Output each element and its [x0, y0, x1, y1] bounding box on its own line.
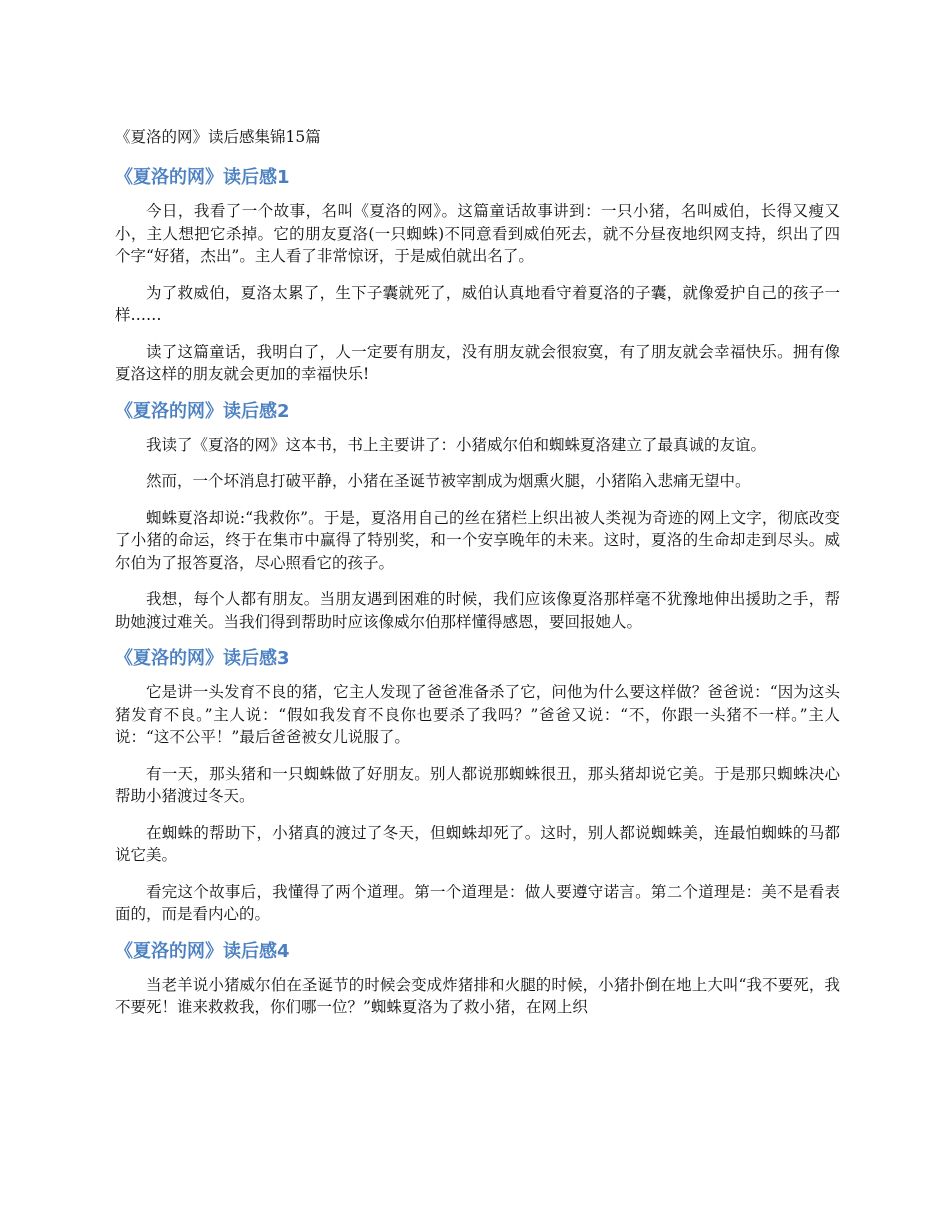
body-paragraph: 然而，一个坏消息打破平静，小猪在圣诞节被宰割成为烟熏火腿，小猪陷入悲痛无望中。	[146, 472, 751, 490]
body-paragraph: 我读了《夏洛的网》这本书，书上主要讲了：小猪威尔伯和蜘蛛夏洛建立了最真诚的友谊。	[146, 435, 767, 454]
document-title: 《夏洛的网》读后感集锦15篇	[115, 128, 321, 146]
body-paragraph: 它是讲一头发育不良的猪，它主人发现了爸爸准备杀了它，问他为什么要这样做？爸爸说：“因为这头猪发育不良。”主人说：“假如我发育不良你也要杀了我吗？”爸爸又说：“不，你跟一头猪不一样。”主人说：“这不公平！”最后爸爸被女儿说服了。	[115, 683, 840, 746]
essay-section	[115, 940, 840, 1019]
section-heading: 《夏洛的网》读后感3	[115, 648, 290, 669]
body-paragraph: 为了救威伯，夏洛太累了，生下子囊就死了，威伯认真地看守着夏洛的子囊，就像爱护自己的孩子一样……	[115, 283, 840, 324]
essay-section	[115, 647, 840, 926]
body-paragraph: 我想，每个人都有朋友。当朋友遇到困难的时候，我们应该像夏洛那样毫不犹豫地伸出援助之手，帮助她渡过难关。当我们得到帮助时应该像威尔伯那样懂得感恩，要回报她人。	[115, 590, 840, 631]
document-body	[115, 166, 840, 1019]
section-heading: 《夏洛的网》读后感4	[115, 940, 290, 962]
document-page	[115, 126, 840, 1033]
body-paragraph: 今日，我看了一个故事，名叫《夏洛的网》。这篇童话故事讲到：一只小猪，名叫威伯，长得又瘦又小，主人想把它杀掉。它的朋友夏洛(一只蜘蛛)不同意看到威伯死去，就不分昼夜地织网支持，织出了四个字“好猪，杰出”。主人看了非常惊讶，于是威伯就出名了。	[115, 202, 840, 265]
body-paragraph: 读了这篇童话，我明白了，人一定要有朋友，没有朋友就会很寂寞，有了朋友就会幸福快乐。拥有像夏洛这样的朋友就会更加的幸福快乐!	[115, 342, 840, 383]
body-paragraph: 看完这个故事后，我懂得了两个道理。第一个道理是：做人要遵守诺言。第二个道理是：美不是看表面的，而是看内心的。	[115, 882, 840, 923]
section-heading: 《夏洛的网》读后感2	[115, 400, 290, 422]
essay-section	[115, 400, 840, 634]
body-paragraph: 在蜘蛛的帮助下，小猪真的渡过了冬天，但蜘蛛却死了。这时，别人都说蜘蛛美，连最怕蜘蛛的马都说它美。	[115, 823, 840, 864]
body-paragraph: 当老羊说小猪威尔伯在圣诞节的时候会变成炸猪排和火腿的时候，小猪扑倒在地上大叫“我不要死，我不要死！谁来救救我，你们哪一位？”蜘蛛夏洛为了救小猪，在网上织	[115, 975, 840, 1016]
section-heading: 《夏洛的网》读后感1	[115, 167, 290, 188]
essay-section	[115, 166, 840, 386]
body-paragraph: 蜘蛛夏洛却说:“我救你”。于是，夏洛用自己的丝在猪栏上织出被人类视为奇迹的网上文字，彻底改变了小猪的命运，终于在集市中赢得了特别奖，和一个安享晚年的未来。这时，夏洛的生命却走到尽头。威尔伯为了报答夏洛，尽心照看它的孩子。	[115, 508, 840, 572]
body-paragraph: 有一天，那头猪和一只蜘蛛做了好朋友。别人都说那蜘蛛很丑，那头猪却说它美。于是那只蜘蛛决心帮助小猪渡过冬天。	[115, 764, 840, 805]
